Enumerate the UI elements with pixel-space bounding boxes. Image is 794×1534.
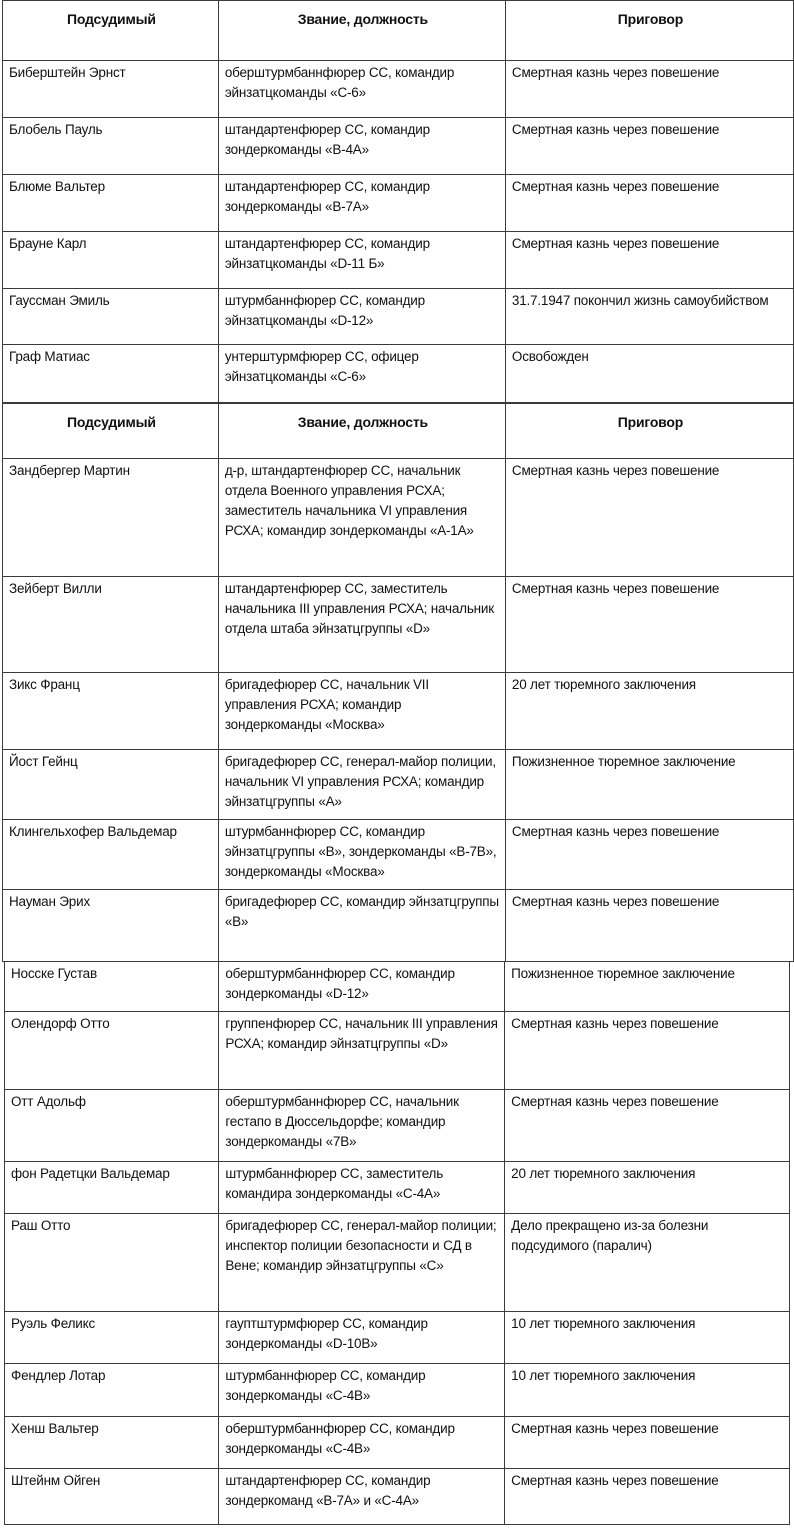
rank-position: д-р, штандартенфюрер СС, начальник отдела Военного управления РСХА; заместитель начальника VI управления РСХА; командир зондеркоманды «А-1А» (218, 459, 505, 577)
defendant-name: Хенш Вальтер (5, 1417, 219, 1469)
table-row (5, 1469, 790, 1525)
sentence: Смертная казнь через повешение (505, 890, 793, 962)
table-row (5, 1312, 790, 1364)
defendant-name: Зикс Франц (3, 673, 219, 750)
rank-position: бригадефюрер СС, генерал-майор полиции, начальник VI управления РСХА; командир эйнзатцгруппы «А» (218, 750, 505, 820)
header-sentence: Приговор (505, 404, 793, 459)
sentence: Дело прекращено из-за болезни подсудимого (паралич) (505, 1214, 790, 1312)
sentence: 10 лет тюремного заключения (505, 1364, 790, 1417)
defendant-name: Гауссман Эмиль (3, 289, 219, 345)
defendant-name: Раш Отто (5, 1214, 219, 1312)
table-row (3, 459, 794, 577)
header-rank-position: Звание, должность (218, 404, 505, 459)
rank-position: штурмбаннфюрер СС, командир зондеркоманды «С-4В» (219, 1364, 505, 1417)
defendant-name: Граф Матиас (3, 345, 219, 403)
sentence: 20 лет тюремного заключения (505, 1162, 790, 1214)
table-row (3, 820, 794, 890)
rank-position: оберштурмбаннфюрер СС, командир эйнзатцкоманды «С-6» (218, 61, 505, 118)
rank-position: группенфюрер СС, начальник III управления РСХА; командир эйнзатцгруппы «D» (219, 1012, 505, 1090)
table-row (3, 61, 794, 118)
sentence: Смертная казнь через повешение (505, 459, 793, 577)
table-row (5, 1012, 790, 1090)
table-row (3, 289, 794, 345)
rank-position: гауптштурмфюрер СС, командир зондеркоманды «D-10В» (219, 1312, 505, 1364)
defendant-name: Блобель Пауль (3, 118, 219, 175)
rank-position: бригадефюрер СС, начальник VII управления РСХА; командир зондеркоманды «Москва» (218, 673, 505, 750)
table-row (3, 345, 794, 403)
rank-position: оберштурмбаннфюрер СС, командир зондеркоманды «С-4В» (219, 1417, 505, 1469)
table-row (3, 750, 794, 820)
defendant-name: Блюме Вальтер (3, 175, 219, 232)
rank-position: оберштурмбаннфюрер СС, начальник гестапо в Дюссельдорфе; командир зондеркоманды «7В» (219, 1090, 505, 1162)
rank-position: штандартенфюрер СС, командир зондеркоманды «В-7А» (218, 175, 505, 232)
table-row (5, 1162, 790, 1214)
table-row (3, 175, 794, 232)
rank-position: штурмбаннфюрер СС, командир эйнзатцгруппы «В», зондеркоманды «В-7В», зондеркоманды «Москва» (218, 820, 505, 890)
header-defendant: Подсудимый (3, 404, 219, 459)
defendant-name: Фендлер Лотар (5, 1364, 219, 1417)
table-row (3, 890, 794, 962)
rank-position: штандартенфюрер СС, заместитель начальника III управления РСХА; начальник отдела штаба эйнзатцгруппы «D» (218, 577, 505, 673)
rank-position: штандартенфюрер СС, командир зондеркоманд «В-7А» и «С-4А» (219, 1469, 505, 1525)
defendant-name: фон Радетцки Вальдемар (5, 1162, 219, 1214)
sentence: 31.7.1947 покончил жизнь самоубийством (505, 289, 793, 345)
sentence: 20 лет тюремного заключения (505, 673, 793, 750)
sentence: Смертная казнь через повешение (505, 118, 793, 175)
defendant-name: Руэль Феликс (5, 1312, 219, 1364)
defendant-name: Брауне Карл (3, 232, 219, 289)
table-header-row (3, 404, 794, 459)
sentence: Смертная казнь через повешение (505, 232, 793, 289)
rank-position: штандартенфюрер СС, командир эйнзатцкоманды «D-11 Б» (218, 232, 505, 289)
defendant-name: Штейнм Ойген (5, 1469, 219, 1525)
sentence: Смертная казнь через повешение (505, 61, 793, 118)
sentence: Пожизненное тюремное заключение (505, 750, 793, 820)
table-row (3, 673, 794, 750)
table-row (5, 1214, 790, 1312)
rank-position: штурмбаннфюрер СС, командир эйнзатцкоманды «D-12» (218, 289, 505, 345)
defendant-name: Носске Густав (5, 962, 219, 1012)
sentence: Пожизненное тюремное заключение (505, 962, 790, 1012)
tribunal-table-section-1 (2, 0, 794, 403)
header-rank-position: Звание, должность (218, 1, 505, 61)
table-row (5, 1417, 790, 1469)
sentence: Смертная казнь через повешение (505, 175, 793, 232)
defendant-name: Науман Эрих (3, 890, 219, 962)
defendant-name: Олендорф Отто (5, 1012, 219, 1090)
sentence: Освобожден (505, 345, 793, 403)
defendant-name: Зандбергер Мартин (3, 459, 219, 577)
table-header-row (3, 1, 794, 61)
table-row (3, 118, 794, 175)
sentence: Смертная казнь через повешение (505, 1090, 790, 1162)
sentence: Смертная казнь через повешение (505, 1012, 790, 1090)
sentence: Смертная казнь через повешение (505, 1469, 790, 1525)
header-sentence: Приговор (505, 1, 793, 61)
defendant-name: Зейберт Вилли (3, 577, 219, 673)
sentence: 10 лет тюремного заключения (505, 1312, 790, 1364)
table-row (3, 577, 794, 673)
defendant-name: Йост Гейнц (3, 750, 219, 820)
sentence: Смертная казнь через повешение (505, 820, 793, 890)
defendant-name: Отт Адольф (5, 1090, 219, 1162)
sentence: Смертная казнь через повешение (505, 577, 793, 673)
table-row (5, 1090, 790, 1162)
rank-position: штандартенфюрер СС, командир зондеркоманды «В-4А» (218, 118, 505, 175)
tribunal-table-section-3 (4, 961, 790, 1525)
defendant-name: Клингельхофер Вальдемар (3, 820, 219, 890)
rank-position: оберштурмбаннфюрер СС, командир зондеркоманды «D-12» (219, 962, 505, 1012)
rank-position: унтерштурмфюрер СС, офицер эйнзатцкоманды «С-6» (218, 345, 505, 403)
tribunal-table-section-2 (2, 403, 794, 962)
rank-position: штурмбаннфюрер СС, заместитель командира зондеркоманды «С-4А» (219, 1162, 505, 1214)
header-defendant: Подсудимый (3, 1, 219, 61)
defendant-name: Биберштейн Эрнст (3, 61, 219, 118)
table-row (3, 232, 794, 289)
table-row (5, 1364, 790, 1417)
sentence: Смертная казнь через повешение (505, 1417, 790, 1469)
rank-position: бригадефюрер СС, генерал-майор полиции; инспектор полиции безопасности и СД в Вене; командир эйнзатцгруппы «С» (219, 1214, 505, 1312)
rank-position: бригадефюрер СС, командир эйнзатцгруппы «В» (218, 890, 505, 962)
table-row (5, 962, 790, 1012)
